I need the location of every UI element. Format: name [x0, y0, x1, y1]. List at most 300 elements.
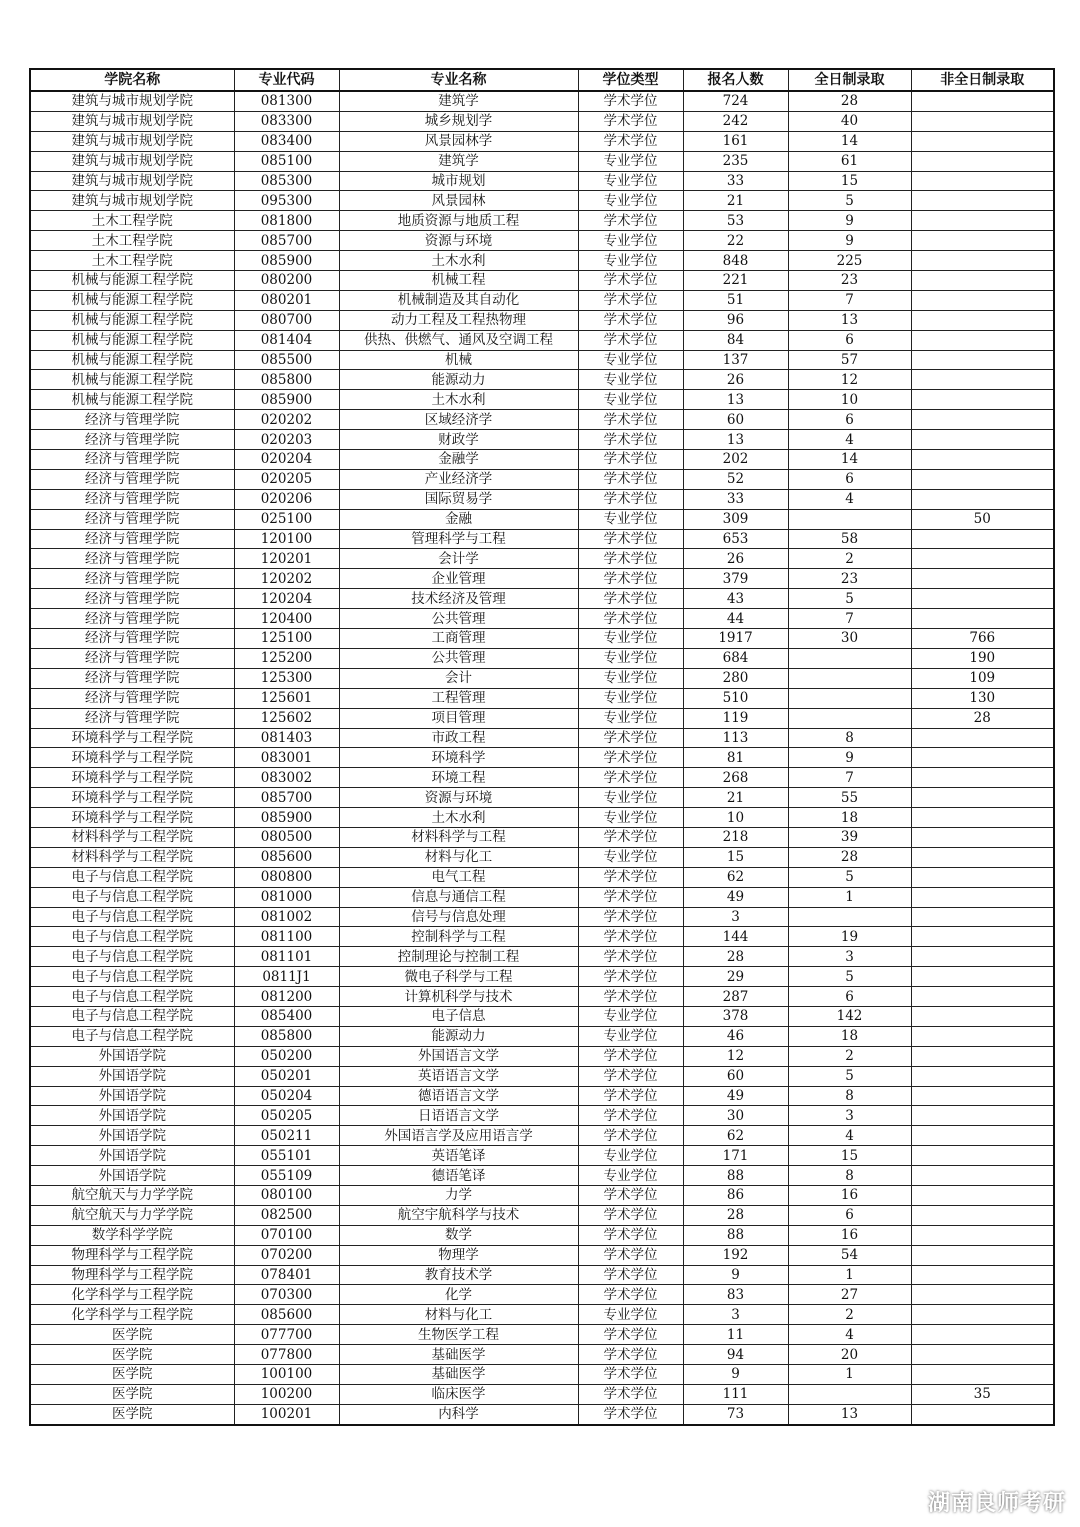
cell-college: 环境科学与工程学院: [30, 728, 234, 748]
cell-degree-type: 专业学位: [578, 1026, 683, 1046]
table-row: [30, 251, 1054, 271]
cell-applicants: 62: [683, 867, 788, 887]
cell-fulltime-admitted: 15: [788, 171, 911, 191]
cell-major-name: 基础医学: [339, 1365, 578, 1385]
cell-major-name: 信号与信息处理: [339, 907, 578, 927]
cell-parttime-admitted: 109: [911, 668, 1054, 688]
cell-college: 经济与管理学院: [30, 410, 234, 430]
cell-fulltime-admitted: 13: [788, 1404, 911, 1424]
cell-major-name: 公共管理: [339, 648, 578, 668]
cell-fulltime-admitted: 9: [788, 231, 911, 251]
cell-fulltime-admitted: [788, 907, 911, 927]
cell-degree-type: 专业学位: [578, 668, 683, 688]
cell-college: 外国语学院: [30, 1126, 234, 1146]
cell-major-code: 020202: [234, 410, 339, 430]
cell-college: 电子与信息工程学院: [30, 987, 234, 1007]
cell-fulltime-admitted: 23: [788, 271, 911, 291]
cell-college: 机械与能源工程学院: [30, 310, 234, 330]
cell-major-code: 125602: [234, 708, 339, 728]
cell-major-name: 管理科学与工程: [339, 529, 578, 549]
cell-major-name: 电子信息: [339, 1006, 578, 1026]
cell-parttime-admitted: [911, 350, 1054, 370]
table-row: [30, 1146, 1054, 1166]
table-row: [30, 91, 1054, 111]
cell-fulltime-admitted: 1: [788, 887, 911, 907]
table-row: [30, 529, 1054, 549]
cell-fulltime-admitted: [788, 688, 911, 708]
cell-college: 材料科学与工程学院: [30, 847, 234, 867]
cell-major-code: 070100: [234, 1225, 339, 1245]
table-row: [30, 1384, 1054, 1404]
cell-applicants: 287: [683, 987, 788, 1007]
cell-college: 经济与管理学院: [30, 469, 234, 489]
cell-applicants: 137: [683, 350, 788, 370]
cell-degree-type: 学术学位: [578, 748, 683, 768]
cell-parttime-admitted: [911, 1285, 1054, 1305]
cell-major-name: 航空宇航科学与技术: [339, 1205, 578, 1225]
cell-fulltime-admitted: 12: [788, 370, 911, 390]
cell-college: 航空航天与力学学院: [30, 1185, 234, 1205]
cell-parttime-admitted: [911, 1006, 1054, 1026]
cell-parttime-admitted: [911, 788, 1054, 808]
table-row: [30, 171, 1054, 191]
cell-applicants: 30: [683, 1106, 788, 1126]
cell-fulltime-admitted: 14: [788, 450, 911, 470]
cell-major-code: 085800: [234, 370, 339, 390]
cell-parttime-admitted: [911, 947, 1054, 967]
cell-parttime-admitted: [911, 967, 1054, 987]
cell-major-code: 080500: [234, 827, 339, 847]
table-row: [30, 390, 1054, 410]
table-row: [30, 967, 1054, 987]
cell-degree-type: 学术学位: [578, 1285, 683, 1305]
table-row: [30, 1205, 1054, 1225]
table-row: [30, 131, 1054, 151]
cell-college: 环境科学与工程学院: [30, 808, 234, 828]
cell-parttime-admitted: [911, 1365, 1054, 1385]
cell-major-name: 日语语言文学: [339, 1106, 578, 1126]
table-row: [30, 1245, 1054, 1265]
cell-major-code: 025100: [234, 509, 339, 529]
cell-parttime-admitted: [911, 529, 1054, 549]
cell-major-name: 教育技术学: [339, 1265, 578, 1285]
cell-major-code: 082500: [234, 1205, 339, 1225]
cell-applicants: 96: [683, 310, 788, 330]
cell-major-name: 土木水利: [339, 390, 578, 410]
cell-college: 经济与管理学院: [30, 648, 234, 668]
cell-parttime-admitted: 766: [911, 629, 1054, 649]
cell-college: 经济与管理学院: [30, 609, 234, 629]
cell-major-name: 能源动力: [339, 370, 578, 390]
cell-applicants: 94: [683, 1345, 788, 1365]
cell-degree-type: 学术学位: [578, 1066, 683, 1086]
cell-college: 机械与能源工程学院: [30, 370, 234, 390]
cell-fulltime-admitted: 6: [788, 410, 911, 430]
cell-major-code: 100201: [234, 1404, 339, 1424]
cell-major-name: 动力工程及工程热物理: [339, 310, 578, 330]
table-row: [30, 1086, 1054, 1106]
table-row: [30, 1404, 1054, 1424]
cell-degree-type: 专业学位: [578, 708, 683, 728]
cell-major-name: 会计: [339, 668, 578, 688]
cell-parttime-admitted: [911, 589, 1054, 609]
cell-degree-type: 专业学位: [578, 390, 683, 410]
cell-fulltime-admitted: 58: [788, 529, 911, 549]
cell-major-code: 095300: [234, 191, 339, 211]
cell-fulltime-admitted: 4: [788, 430, 911, 450]
cell-major-code: 077800: [234, 1345, 339, 1365]
cell-major-code: 120202: [234, 569, 339, 589]
cell-major-code: 081300: [234, 91, 339, 111]
cell-college: 建筑与城市规划学院: [30, 91, 234, 111]
cell-degree-type: 学术学位: [578, 887, 683, 907]
cell-major-name: 资源与环境: [339, 788, 578, 808]
cell-major-code: 085900: [234, 390, 339, 410]
cell-major-name: 金融学: [339, 450, 578, 470]
cell-applicants: 3: [683, 907, 788, 927]
cell-major-name: 控制理论与控制工程: [339, 947, 578, 967]
cell-parttime-admitted: [911, 1345, 1054, 1365]
cell-applicants: 26: [683, 370, 788, 390]
table-row: [30, 788, 1054, 808]
cell-applicants: 33: [683, 489, 788, 509]
cell-parttime-admitted: [911, 91, 1054, 111]
cell-parttime-admitted: [911, 827, 1054, 847]
cell-major-name: 化学: [339, 1285, 578, 1305]
cell-applicants: 21: [683, 788, 788, 808]
cell-fulltime-admitted: [788, 708, 911, 728]
cell-college: 环境科学与工程学院: [30, 788, 234, 808]
cell-fulltime-admitted: [788, 509, 911, 529]
cell-major-code: 081100: [234, 927, 339, 947]
table-row: [30, 629, 1054, 649]
cell-fulltime-admitted: 16: [788, 1185, 911, 1205]
cell-degree-type: 专业学位: [578, 808, 683, 828]
cell-degree-type: 学术学位: [578, 111, 683, 131]
cell-college: 环境科学与工程学院: [30, 768, 234, 788]
cell-parttime-admitted: [911, 887, 1054, 907]
cell-fulltime-admitted: 23: [788, 569, 911, 589]
cell-major-code: 083400: [234, 131, 339, 151]
cell-degree-type: 学术学位: [578, 589, 683, 609]
cell-fulltime-admitted: [788, 668, 911, 688]
cell-degree-type: 学术学位: [578, 1205, 683, 1225]
cell-degree-type: 学术学位: [578, 867, 683, 887]
cell-degree-type: 学术学位: [578, 410, 683, 430]
cell-applicants: 242: [683, 111, 788, 131]
cell-parttime-admitted: [911, 1305, 1054, 1325]
cell-applicants: 21: [683, 191, 788, 211]
cell-major-code: 100100: [234, 1365, 339, 1385]
cell-major-name: 工商管理: [339, 629, 578, 649]
cell-major-name: 电气工程: [339, 867, 578, 887]
table-row: [30, 867, 1054, 887]
cell-college: 建筑与城市规划学院: [30, 171, 234, 191]
cell-fulltime-admitted: 27: [788, 1285, 911, 1305]
cell-applicants: 684: [683, 648, 788, 668]
header-row: [30, 69, 1054, 91]
cell-major-name: 物理学: [339, 1245, 578, 1265]
cell-applicants: 218: [683, 827, 788, 847]
cell-degree-type: 学术学位: [578, 1325, 683, 1345]
table-row: [30, 1026, 1054, 1046]
cell-degree-type: 专业学位: [578, 231, 683, 251]
cell-fulltime-admitted: [788, 648, 911, 668]
table-row: [30, 1345, 1054, 1365]
header-applicants: 报名人数: [683, 69, 788, 91]
cell-applicants: 52: [683, 469, 788, 489]
cell-fulltime-admitted: 8: [788, 1086, 911, 1106]
cell-major-name: 德语笔译: [339, 1166, 578, 1186]
cell-degree-type: 专业学位: [578, 648, 683, 668]
cell-college: 外国语学院: [30, 1146, 234, 1166]
cell-major-name: 机械工程: [339, 271, 578, 291]
table-row: [30, 748, 1054, 768]
cell-parttime-admitted: [911, 231, 1054, 251]
cell-applicants: 113: [683, 728, 788, 748]
table-row: [30, 350, 1054, 370]
cell-parttime-admitted: [911, 290, 1054, 310]
cell-parttime-admitted: 35: [911, 1384, 1054, 1404]
cell-college: 机械与能源工程学院: [30, 271, 234, 291]
header-degree-type: 学位类型: [578, 69, 683, 91]
cell-major-code: 050211: [234, 1126, 339, 1146]
cell-degree-type: 学术学位: [578, 450, 683, 470]
cell-applicants: 29: [683, 967, 788, 987]
header-major-name: 专业名称: [339, 69, 578, 91]
table-row: [30, 1265, 1054, 1285]
cell-parttime-admitted: [911, 251, 1054, 271]
cell-college: 环境科学与工程学院: [30, 748, 234, 768]
cell-applicants: 88: [683, 1166, 788, 1186]
table-row: [30, 549, 1054, 569]
cell-major-name: 生物医学工程: [339, 1325, 578, 1345]
cell-fulltime-admitted: 142: [788, 1006, 911, 1026]
cell-major-name: 工程管理: [339, 688, 578, 708]
cell-parttime-admitted: [911, 1146, 1054, 1166]
cell-parttime-admitted: [911, 171, 1054, 191]
cell-major-name: 土木水利: [339, 808, 578, 828]
cell-major-name: 材料科学与工程: [339, 827, 578, 847]
cell-degree-type: 学术学位: [578, 1265, 683, 1285]
cell-degree-type: 学术学位: [578, 1384, 683, 1404]
cell-major-code: 081404: [234, 330, 339, 350]
cell-parttime-admitted: [911, 390, 1054, 410]
cell-college: 医学院: [30, 1325, 234, 1345]
cell-major-code: 085700: [234, 788, 339, 808]
cell-college: 经济与管理学院: [30, 708, 234, 728]
cell-major-name: 控制科学与工程: [339, 927, 578, 947]
cell-fulltime-admitted: 5: [788, 589, 911, 609]
table-row: [30, 947, 1054, 967]
cell-parttime-admitted: [911, 430, 1054, 450]
table-row: [30, 827, 1054, 847]
cell-major-name: 临床医学: [339, 1384, 578, 1404]
table-row: [30, 987, 1054, 1007]
cell-degree-type: 学术学位: [578, 489, 683, 509]
table-row: [30, 1325, 1054, 1345]
cell-degree-type: 学术学位: [578, 91, 683, 111]
cell-major-name: 微电子科学与工程: [339, 967, 578, 987]
cell-fulltime-admitted: 8: [788, 1166, 911, 1186]
cell-degree-type: 学术学位: [578, 549, 683, 569]
cell-degree-type: 学术学位: [578, 1106, 683, 1126]
cell-major-name: 供热、供燃气、通风及空调工程: [339, 330, 578, 350]
cell-parttime-admitted: [911, 1185, 1054, 1205]
cell-major-name: 风景园林学: [339, 131, 578, 151]
cell-major-code: 085800: [234, 1026, 339, 1046]
cell-applicants: 171: [683, 1146, 788, 1166]
cell-major-name: 地质资源与地质工程: [339, 211, 578, 231]
cell-fulltime-admitted: 15: [788, 1146, 911, 1166]
cell-major-code: 080100: [234, 1185, 339, 1205]
cell-applicants: 161: [683, 131, 788, 151]
cell-college: 机械与能源工程学院: [30, 330, 234, 350]
cell-applicants: 86: [683, 1185, 788, 1205]
cell-fulltime-admitted: 1: [788, 1365, 911, 1385]
cell-applicants: 510: [683, 688, 788, 708]
cell-applicants: 33: [683, 171, 788, 191]
cell-applicants: 28: [683, 1205, 788, 1225]
cell-degree-type: 学术学位: [578, 330, 683, 350]
cell-parttime-admitted: [911, 847, 1054, 867]
cell-fulltime-admitted: 4: [788, 1126, 911, 1146]
cell-major-code: 085300: [234, 171, 339, 191]
cell-college: 电子与信息工程学院: [30, 947, 234, 967]
cell-major-name: 会计学: [339, 549, 578, 569]
cell-degree-type: 专业学位: [578, 1006, 683, 1026]
cell-fulltime-admitted: 28: [788, 91, 911, 111]
cell-college: 机械与能源工程学院: [30, 350, 234, 370]
cell-parttime-admitted: [911, 1066, 1054, 1086]
cell-major-code: 085600: [234, 1305, 339, 1325]
cell-major-name: 企业管理: [339, 569, 578, 589]
cell-major-code: 070300: [234, 1285, 339, 1305]
cell-college: 外国语学院: [30, 1066, 234, 1086]
cell-applicants: 11: [683, 1325, 788, 1345]
cell-major-code: 080800: [234, 867, 339, 887]
cell-major-code: 050200: [234, 1046, 339, 1066]
cell-parttime-admitted: 50: [911, 509, 1054, 529]
table-row: [30, 1046, 1054, 1066]
cell-parttime-admitted: [911, 1086, 1054, 1106]
cell-fulltime-admitted: 7: [788, 609, 911, 629]
cell-parttime-admitted: [911, 410, 1054, 430]
cell-college: 电子与信息工程学院: [30, 867, 234, 887]
cell-major-name: 环境工程: [339, 768, 578, 788]
cell-major-name: 德语语言文学: [339, 1086, 578, 1106]
table-row: [30, 1285, 1054, 1305]
cell-parttime-admitted: [911, 469, 1054, 489]
cell-applicants: 88: [683, 1225, 788, 1245]
cell-degree-type: 学术学位: [578, 907, 683, 927]
cell-college: 土木工程学院: [30, 231, 234, 251]
cell-fulltime-admitted: 8: [788, 728, 911, 748]
cell-applicants: 26: [683, 549, 788, 569]
cell-college: 物理科学与工程学院: [30, 1265, 234, 1285]
header-fulltime-admitted: 全日制录取: [788, 69, 911, 91]
cell-college: 电子与信息工程学院: [30, 1026, 234, 1046]
cell-fulltime-admitted: 57: [788, 350, 911, 370]
cell-applicants: 9: [683, 1365, 788, 1385]
cell-college: 电子与信息工程学院: [30, 927, 234, 947]
cell-applicants: 309: [683, 509, 788, 529]
table-row: [30, 370, 1054, 390]
cell-degree-type: 专业学位: [578, 191, 683, 211]
cell-degree-type: 学术学位: [578, 1185, 683, 1205]
cell-fulltime-admitted: 4: [788, 489, 911, 509]
table-row: [30, 927, 1054, 947]
cell-applicants: 3: [683, 1305, 788, 1325]
cell-fulltime-admitted: 9: [788, 211, 911, 231]
table-row: [30, 211, 1054, 231]
cell-major-name: 公共管理: [339, 609, 578, 629]
cell-college: 外国语学院: [30, 1046, 234, 1066]
cell-parttime-admitted: [911, 151, 1054, 171]
cell-college: 外国语学院: [30, 1106, 234, 1126]
table-row: [30, 290, 1054, 310]
cell-degree-type: 专业学位: [578, 370, 683, 390]
cell-major-code: 085100: [234, 151, 339, 171]
cell-fulltime-admitted: 6: [788, 1205, 911, 1225]
cell-fulltime-admitted: 6: [788, 987, 911, 1007]
cell-degree-type: 专业学位: [578, 629, 683, 649]
cell-major-code: 055101: [234, 1146, 339, 1166]
cell-fulltime-admitted: 3: [788, 947, 911, 967]
cell-parttime-admitted: 190: [911, 648, 1054, 668]
cell-major-name: 英语笔译: [339, 1146, 578, 1166]
cell-applicants: 13: [683, 430, 788, 450]
cell-parttime-admitted: [911, 111, 1054, 131]
cell-college: 医学院: [30, 1345, 234, 1365]
cell-fulltime-admitted: 13: [788, 310, 911, 330]
cell-college: 经济与管理学院: [30, 688, 234, 708]
cell-fulltime-admitted: 7: [788, 290, 911, 310]
cell-college: 医学院: [30, 1404, 234, 1424]
cell-parttime-admitted: [911, 310, 1054, 330]
cell-college: 电子与信息工程学院: [30, 967, 234, 987]
table-row: [30, 907, 1054, 927]
cell-parttime-admitted: [911, 450, 1054, 470]
cell-parttime-admitted: [911, 748, 1054, 768]
cell-college: 经济与管理学院: [30, 509, 234, 529]
cell-major-code: 125601: [234, 688, 339, 708]
cell-major-name: 建筑学: [339, 91, 578, 111]
cell-parttime-admitted: [911, 131, 1054, 151]
cell-major-name: 技术经济及管理: [339, 589, 578, 609]
cell-fulltime-admitted: 6: [788, 469, 911, 489]
cell-major-code: 120204: [234, 589, 339, 609]
cell-applicants: 10: [683, 808, 788, 828]
cell-degree-type: 学术学位: [578, 827, 683, 847]
cell-major-name: 外国语言文学: [339, 1046, 578, 1066]
table-row: [30, 668, 1054, 688]
cell-applicants: 83: [683, 1285, 788, 1305]
cell-degree-type: 学术学位: [578, 987, 683, 1007]
cell-fulltime-admitted: 9: [788, 748, 911, 768]
table-row: [30, 589, 1054, 609]
cell-degree-type: 学术学位: [578, 211, 683, 231]
cell-major-name: 区域经济学: [339, 410, 578, 430]
cell-parttime-admitted: [911, 211, 1054, 231]
cell-degree-type: 学术学位: [578, 131, 683, 151]
table-row: [30, 609, 1054, 629]
cell-major-code: 020206: [234, 489, 339, 509]
cell-parttime-admitted: [911, 867, 1054, 887]
cell-major-code: 055109: [234, 1166, 339, 1186]
cell-fulltime-admitted: 55: [788, 788, 911, 808]
cell-parttime-admitted: [911, 370, 1054, 390]
